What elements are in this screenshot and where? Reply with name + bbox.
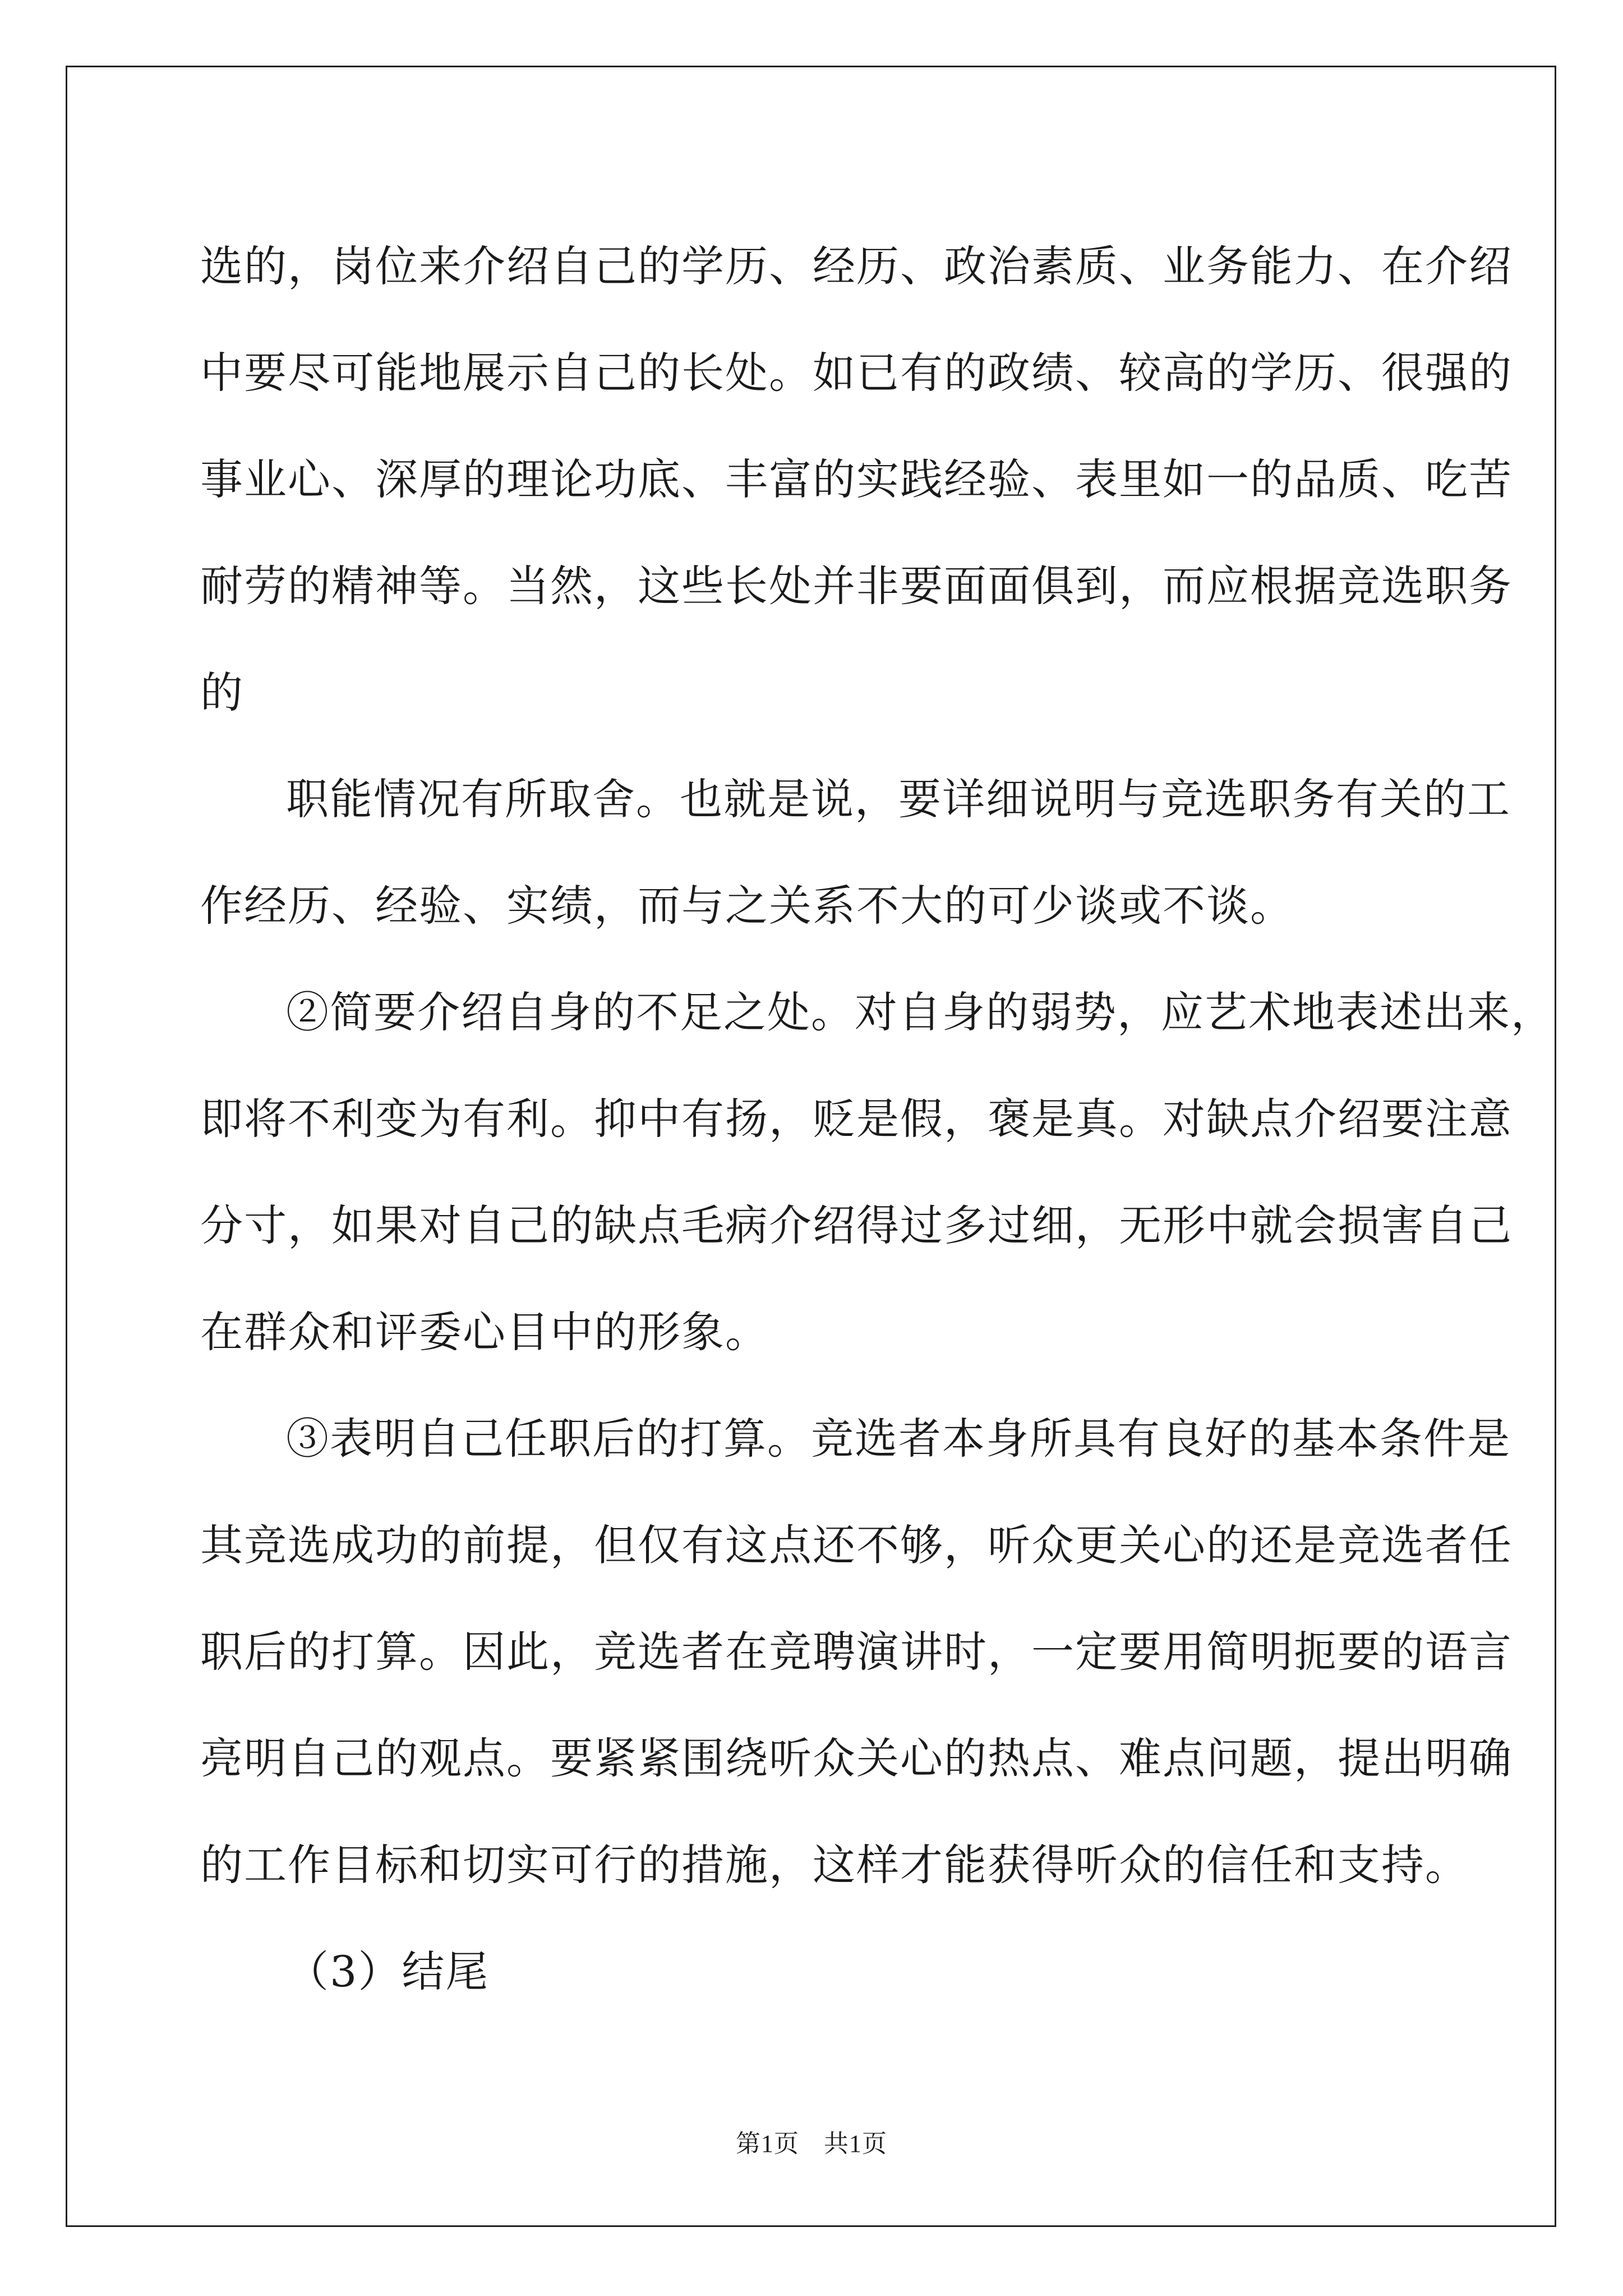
page-footer [0,2123,1623,2159]
text-line: 其竞选成功的前提，但仅有这点还不够，听众更关心的还是竞选者任 [200,1520,1513,1570]
text-line: ③表明自己任职后的打算。竞选者本身所具有良好的基本条件是 [286,1414,1511,1464]
text-line: 的 [200,668,244,717]
text-line: 亮明自己的观点。要紧紧围绕听众关心的热点、难点问题，提出明确 [200,1733,1513,1783]
document-body [200,213,1555,2025]
text-line: 事业心、深厚的理论功底、丰富的实践经验、表里如一的品质、吃苦 [200,454,1513,504]
text-line: 耐劳的精神等。当然，这些长处并非要面面俱到，而应根据竞选职务 [200,561,1513,611]
text-line: 即将不利变为有利。抑中有扬，贬是假，褒是真。对缺点介绍要注意 [200,1094,1513,1144]
page-number: 第1页 [736,2130,799,2157]
text-line: 的工作目标和切实可行的措施，这样才能获得听众的信任和支持。 [200,1840,1469,1890]
text-line: 选的，岗位来介绍自己的学历、经历、政治素质、业务能力、在介绍 [200,241,1513,291]
text-line: 中要尽可能地展示自己的长处。如已有的政绩、较高的学历、很强的 [200,348,1513,398]
text-line: 职能情况有所取舍。也就是说，要详细说明与竞选职务有关的工 [286,774,1511,824]
text-line: 分寸，如果对自己的缺点毛病介绍得过多过细，无形中就会损害自己 [200,1200,1513,1250]
section-heading: （3）结尾 [286,1947,490,1996]
text-line: 职后的打算。因此，竞选者在竞聘演讲时，一定要用简明扼要的语言 [200,1627,1513,1677]
text-line: 作经历、经验、实绩，而与之关系不大的可少谈或不谈。 [200,881,1294,931]
text-line: ②简要介绍自身的不足之处。对自身的弱势，应艺术地表述出来， [286,987,1555,1037]
text-line: 在群众和评委心目中的形象。 [200,1307,769,1357]
page-total: 共1页 [824,2130,887,2157]
